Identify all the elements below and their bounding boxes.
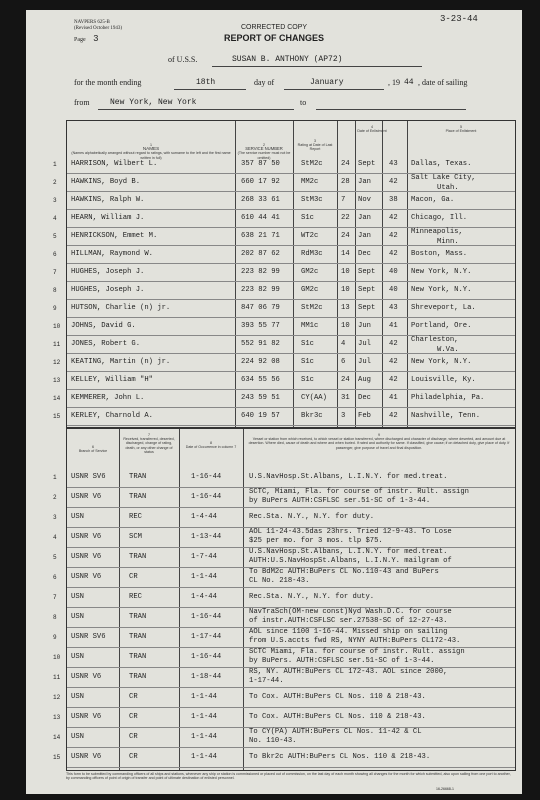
rating-cell: RdM3c	[301, 250, 323, 258]
ending-day: 18th	[196, 78, 216, 87]
enlist-month-cell: Sept	[358, 268, 376, 276]
enlist-month-cell: Jun	[358, 322, 371, 330]
enlist-month-cell: Sept	[358, 286, 376, 294]
personnel-table	[53, 120, 516, 428]
table-row	[53, 527, 515, 548]
rating-cell: GM2c	[301, 286, 319, 294]
enlist-month-cell: Sept	[358, 304, 376, 312]
month-ending-label: for the month ending	[74, 78, 142, 87]
row-number: 13	[53, 377, 61, 384]
table-row	[53, 747, 515, 768]
remarks-cell: Rec.Sta. N.Y., N.Y. for duty.	[249, 593, 375, 601]
service-number-cell: 243 59 51	[241, 394, 280, 402]
service-number-cell: 638 21 71	[241, 232, 280, 240]
rating-cell: CY(AA)	[301, 394, 327, 402]
enlist-month-cell: Aug	[358, 376, 371, 384]
place-cell: Portland, Ore.	[411, 322, 472, 330]
rating-cell: StM2c	[301, 160, 323, 168]
rating-cell: WT2c	[301, 232, 319, 240]
col-header-remarks: 9 Vessel or station from which received, to which vessel or station transferred, where discharged and character of discharge, where deserted, and amount due at desertion. Where died, cause of death and where and when buried. If rated and authority for same. If classified, give cause; if on detached duty, give place of duty. If passenger, give purpose of travel and final disposition.	[248, 433, 510, 450]
remarks-cell: To BdM2c AUTH:BuPers CL No.110-43 and BuPers	[249, 568, 439, 576]
row-number: 2	[53, 179, 57, 186]
branch-cell: USNR V6	[71, 673, 102, 681]
row-number: 5	[53, 554, 57, 561]
change-cell: TRAN	[129, 653, 147, 661]
table-row	[53, 607, 515, 628]
remarks-cell: AOL 11-24-43.5das 23hrs. Tried 12-9-43. To Lose	[249, 528, 452, 536]
rating-cell: S1c	[301, 340, 314, 348]
row-number: 2	[53, 494, 57, 501]
branch-cell: USNR V6	[71, 713, 102, 721]
col-header-date: 8 Date of Occurrence in column 7	[185, 441, 237, 450]
enlist-year-cell: 42	[389, 214, 398, 222]
change-cell: CR	[129, 573, 138, 581]
row-number: 6	[53, 574, 57, 581]
row-number: 5	[53, 233, 57, 240]
enlist-month-cell: Dec	[358, 250, 371, 258]
enlist-year-cell: 38	[389, 196, 398, 204]
row-number: 3	[53, 197, 57, 204]
row-number: 12	[53, 359, 61, 366]
row-number: 13	[53, 714, 61, 721]
row-number: 14	[53, 734, 61, 741]
table-row	[53, 173, 515, 192]
ship-name: SUSAN B. ANTHONY (AP72)	[232, 55, 343, 64]
table-row	[53, 687, 515, 708]
page-number: 3	[93, 34, 99, 44]
remarks-cell-line2: by BuPers. AUTH:CSFLSC ser.51-SC of 1-3-44.	[249, 657, 435, 665]
rating-cell: StM2c	[301, 304, 323, 312]
remarks-cell: U.S.NavHosp.St.Albans, L.I.N.Y. for med.treat.	[249, 548, 448, 556]
rating-cell: MM2c	[301, 178, 319, 186]
table-row	[53, 467, 515, 488]
table-row	[53, 245, 515, 264]
date-cell: 1-16-44	[191, 613, 222, 621]
remarks-cell-line2: $25 per mo. for 3 mos. tlp $75.	[249, 537, 383, 545]
table-row	[53, 371, 515, 390]
footer-note: This form to be submitted by commanding officers of all ships and stations, whenever any ship or station is commissioned or placed out of commission, on the last day of each month showing all changes for the month for which submitted, also upon sailing from one port to another, by commanding officers of point of origin of transfer and point of ultimate destination of enlisted personnel.	[66, 772, 511, 781]
row-number: 12	[53, 694, 61, 701]
row-number: 1	[53, 161, 57, 168]
place-cell: Louisville, Ky.	[411, 376, 476, 384]
enlist-month-cell: Sept	[358, 160, 376, 168]
remarks-cell-line2: AUTH:U.S.NavHospSt.Albans, L.I.N.Y. mailgram of	[249, 557, 452, 565]
col-header-change: 7 Received, transferred, deserted, discharged, change of rating, death, or any other change of status	[123, 433, 175, 454]
table-row	[53, 547, 515, 568]
branch-cell: USNR V6	[71, 493, 102, 501]
remarks-cell-line2: from U.S.accts fwd RS, NYNY AUTH:BuPers CL172-43.	[249, 637, 461, 645]
change-cell: CR	[129, 693, 138, 701]
name-cell: JOHNS, David G.	[71, 322, 136, 330]
remarks-cell-line2: 1-17-44.	[249, 677, 284, 685]
date-cell: 1-7-44	[191, 553, 217, 561]
enlist-year-cell: 42	[389, 232, 398, 240]
remarks-cell: U.S.NavHosp.St.Albans, L.I.N.Y. for med.treat.	[249, 473, 448, 481]
enlist-day-cell: 31	[341, 394, 350, 402]
place-cell: Dallas, Texas.	[411, 160, 472, 168]
service-number-cell: 224 92 08	[241, 358, 280, 366]
report-title: REPORT OF CHANGES	[223, 33, 324, 43]
place-cell: Salt Lake City,	[411, 174, 476, 182]
place-cell-line2: Minn.	[437, 238, 459, 246]
enlist-month-cell: Jan	[358, 178, 371, 186]
branch-cell: USNR V6	[71, 573, 102, 581]
date-cell: 1-1-44	[191, 733, 217, 741]
place-cell: New York, N.Y.	[411, 358, 472, 366]
name-cell: KELLEY, William "H"	[71, 376, 153, 384]
row-number: 8	[53, 614, 57, 621]
service-number-cell: 634 55 56	[241, 376, 280, 384]
date-cell: 1-1-44	[191, 753, 217, 761]
rating-cell: MM1c	[301, 322, 319, 330]
remarks-cell: To Bkr2c AUTH:BuPers CL Nos. 110 & 218-43.	[249, 753, 431, 761]
enlist-year-cell: 42	[389, 340, 398, 348]
table-row	[53, 407, 515, 426]
table-row	[53, 389, 515, 408]
name-cell: HUGHES, Joseph J.	[71, 268, 145, 276]
place-cell: Chicago, Ill.	[411, 214, 468, 222]
of-uss-label: of U.S.S.	[168, 55, 198, 64]
col-header-names: 1 NAMES (Names alphabetically arranged without regard to ratings, with surname to the left and the first name written in full)	[71, 143, 231, 160]
service-number-cell: 223 82 99	[241, 268, 280, 276]
place-cell: Charleston,	[411, 336, 459, 344]
enlist-day-cell: 24	[341, 232, 350, 240]
enlist-year-cell: 42	[389, 250, 398, 258]
branch-cell: USNR SV6	[71, 473, 106, 481]
table-row	[53, 335, 515, 354]
service-number-cell: 223 82 99	[241, 286, 280, 294]
row-number: 10	[53, 323, 61, 330]
col-header-branch: 6 Branch of Service	[78, 445, 108, 454]
enlist-day-cell: 28	[341, 178, 350, 186]
table-row	[53, 667, 515, 688]
place-cell: Minneapolis,	[411, 228, 463, 236]
place-cell: Philadelphia, Pa.	[411, 394, 485, 402]
enlist-month-cell: Dec	[358, 394, 371, 402]
service-number-cell: 847 06 79	[241, 304, 280, 312]
date-cell: 1-13-44	[191, 533, 222, 541]
remarks-cell-line2: by BuPers AUTH:CSFLSC ser.51-SC of 1-3-44.	[249, 497, 431, 505]
enlist-day-cell: 10	[341, 286, 350, 294]
enlist-year-cell: 40	[389, 286, 398, 294]
service-number-cell: 552 91 82	[241, 340, 280, 348]
name-cell: HAWKINS, Boyd B.	[71, 178, 141, 186]
date-cell: 1-16-44	[191, 653, 222, 661]
remarks-cell: To CY(PA) AUTH:BuPers CL Nos. 11-42 & CL	[249, 728, 422, 736]
date-cell: 1-16-44	[191, 473, 222, 481]
row-number: 11	[53, 341, 61, 348]
form-number: NAVPERS 625-B	[74, 20, 110, 25]
enlist-year-cell: 41	[389, 394, 398, 402]
place-cell: New York, N.Y.	[411, 268, 472, 276]
change-cell: CR	[129, 733, 138, 741]
enlist-day-cell: 14	[341, 250, 350, 258]
row-number: 10	[53, 654, 61, 661]
change-cell: CR	[129, 753, 138, 761]
change-cell: REC	[129, 593, 142, 601]
date-cell: 1-1-44	[191, 693, 217, 701]
remarks-cell: Rec.Sta. N.Y., N.Y. for duty.	[249, 513, 375, 521]
row-number: 15	[53, 413, 61, 420]
row-number: 6	[53, 251, 57, 258]
date-cell: 1-1-44	[191, 713, 217, 721]
table-row	[53, 627, 515, 648]
name-cell: HUTSON, Charlie (n) jr.	[71, 304, 171, 312]
change-cell: SCM	[129, 533, 142, 541]
row-number: 14	[53, 395, 61, 402]
table-row	[53, 155, 515, 174]
service-number-cell: 357 87 50	[241, 160, 280, 168]
change-cell: TRAN	[129, 473, 147, 481]
place-cell: Macon, Ga.	[411, 196, 455, 204]
rating-cell: Bkr3c	[301, 412, 323, 420]
branch-cell: USNR V6	[71, 533, 102, 541]
table-row	[53, 507, 515, 528]
branch-cell: USNR SV6	[71, 633, 106, 641]
table-row	[53, 317, 515, 336]
month-value: January	[310, 78, 344, 87]
service-number-cell: 660 17 92	[241, 178, 280, 186]
change-cell: REC	[129, 513, 142, 521]
enlist-month-cell: Jan	[358, 214, 371, 222]
name-cell: KEMMERER, John L.	[71, 394, 145, 402]
remarks-cell: NavTraSch(OM-new const)Nyd Wash.D.C. for course	[249, 608, 452, 616]
enlist-month-cell: Feb	[358, 412, 371, 420]
year-prefix: , 19	[388, 78, 400, 87]
row-number: 11	[53, 674, 61, 681]
col-header-place: 5 Place of Enlistment	[445, 125, 477, 134]
table-row	[53, 647, 515, 668]
remarks-cell: AOL since 1100 1-16-44. Missed ship on sailing	[249, 628, 448, 636]
enlist-year-cell: 43	[389, 160, 398, 168]
row-number: 4	[53, 215, 57, 222]
change-cell: CR	[129, 713, 138, 721]
service-number-cell: 202 87 62	[241, 250, 280, 258]
enlist-day-cell: 24	[341, 376, 350, 384]
place-cell: Boston, Mass.	[411, 250, 468, 258]
form-code: 16-26668-1	[436, 787, 454, 791]
table-row	[53, 263, 515, 282]
row-number: 3	[53, 514, 57, 521]
enlist-day-cell: 4	[341, 340, 346, 348]
row-number: 7	[53, 269, 57, 276]
name-cell: HUGHES, Joseph J.	[71, 286, 145, 294]
remarks-cell-line2: of instr.AUTH:CSFLSC ser.27538-SC of 12-27-43.	[249, 617, 448, 625]
row-number: 7	[53, 594, 57, 601]
enlist-day-cell: 10	[341, 268, 350, 276]
table-row	[53, 191, 515, 210]
rating-cell: S1c	[301, 376, 314, 384]
table-row	[53, 299, 515, 318]
day-of-label: day of	[254, 78, 275, 87]
enlist-day-cell: 13	[341, 304, 350, 312]
rating-cell: StM3c	[301, 196, 323, 204]
date-cell: 1-18-44	[191, 673, 222, 681]
enlist-year-cell: 42	[389, 376, 398, 384]
rating-cell: S1c	[301, 214, 314, 222]
date-of-sailing-label: , date of sailing	[418, 78, 468, 87]
date-cell: 1-17-44	[191, 633, 222, 641]
table-row	[53, 707, 515, 728]
enlist-year-cell: 42	[389, 178, 398, 186]
enlist-year-cell: 42	[389, 358, 398, 366]
service-number-cell: 268 33 61	[241, 196, 280, 204]
branch-cell: USNR V6	[71, 553, 102, 561]
place-cell: Shreveport, La.	[411, 304, 476, 312]
change-cell: TRAN	[129, 613, 147, 621]
change-cell: TRAN	[129, 553, 147, 561]
row-number: 4	[53, 534, 57, 541]
rating-cell: GM2c	[301, 268, 319, 276]
table-row	[53, 209, 515, 228]
remarks-cell-line2: CL No. 218-43.	[249, 577, 310, 585]
enlist-day-cell: 6	[341, 358, 346, 366]
remarks-cell: To Cox. AUTH:BuPers CL Nos. 110 & 218-43.	[249, 713, 426, 721]
table-row	[53, 227, 515, 246]
enlist-day-cell: 3	[341, 412, 346, 420]
corrected-copy-heading: CORRECTED COPY	[240, 24, 308, 31]
name-cell: HARRISON, Wilbert L.	[71, 160, 158, 168]
branch-cell: USN	[71, 513, 84, 521]
enlist-year-cell: 41	[389, 322, 398, 330]
date-cell: 1-4-44	[191, 593, 217, 601]
enlist-day-cell: 10	[341, 322, 350, 330]
change-cell: TRAN	[129, 493, 147, 501]
remarks-cell-line2: No. 110-43.	[249, 737, 297, 745]
enlist-year-cell: 43	[389, 304, 398, 312]
col-header-service: 2 SERVICE NUMBER (The service number must not be omitted)	[237, 143, 291, 160]
place-cell-line2: Utah.	[437, 184, 459, 192]
name-cell: HAWKINS, Ralph W.	[71, 196, 145, 204]
table-row	[53, 353, 515, 372]
place-cell: New York, N.Y.	[411, 286, 472, 294]
date-cell: 1-1-44	[191, 573, 217, 581]
report-page	[26, 10, 522, 794]
branch-cell: USN	[71, 733, 84, 741]
remarks-cell: RS, NY. AUTH:BuPers CL 172-43. AOL since 2000,	[249, 668, 448, 676]
to-label: to	[300, 98, 307, 107]
enlist-month-cell: Jul	[358, 340, 371, 348]
name-cell: HILLMAN, Raymond W.	[71, 250, 153, 258]
row-number: 1	[53, 474, 57, 481]
name-cell: HENRICKSON, Emmet M.	[71, 232, 158, 240]
table-row	[53, 727, 515, 748]
branch-cell: USN	[71, 693, 84, 701]
row-number: 9	[53, 634, 57, 641]
service-number-cell: 610 44 41	[241, 214, 280, 222]
branch-cell: USN	[71, 593, 84, 601]
table-row	[53, 587, 515, 608]
branch-cell: USNR V6	[71, 753, 102, 761]
place-cell: Nashville, Tenn.	[411, 412, 481, 420]
place-cell-line2: W.Va.	[437, 346, 459, 354]
changes-table	[53, 428, 516, 771]
name-cell: HEARN, William J.	[71, 214, 145, 222]
col-header-enlistment: 4 Date of Enlistment	[357, 125, 387, 134]
rating-cell: S1c	[301, 358, 314, 366]
name-cell: KEATING, Martin (n) jr.	[71, 358, 171, 366]
table-row	[53, 567, 515, 588]
page-label: Page	[74, 37, 86, 43]
row-number: 9	[53, 305, 57, 312]
remarks-cell: To Cox. AUTH:BuPers CL Nos. 110 & 218-43.	[249, 693, 426, 701]
row-number: 8	[53, 287, 57, 294]
table-row	[53, 487, 515, 508]
change-cell: TRAN	[129, 673, 147, 681]
col-header-rating: 3 Rating at Date of Last Report	[297, 139, 333, 152]
table-row	[53, 281, 515, 300]
remarks-cell: SCTC, Miami, Fla. for course of instr. Rult. assign	[249, 488, 469, 496]
enlist-day-cell: 22	[341, 214, 350, 222]
change-cell: TRAN	[129, 633, 147, 641]
from-label: from	[74, 98, 90, 107]
enlist-day-cell: 7	[341, 196, 346, 204]
year-value: 44	[404, 78, 414, 87]
branch-cell: USN	[71, 613, 84, 621]
enlist-month-cell: Nov	[358, 196, 371, 204]
report-date: 3-23-44	[440, 14, 478, 24]
form-revision: (Revised October 1943)	[74, 26, 123, 31]
from-place: New York, New York	[110, 98, 197, 107]
row-number: 15	[53, 754, 61, 761]
service-number-cell: 640 19 57	[241, 412, 280, 420]
enlist-year-cell: 42	[389, 412, 398, 420]
name-cell: JONES, Robert G.	[71, 340, 141, 348]
enlist-month-cell: Jan	[358, 232, 371, 240]
date-cell: 1-4-44	[191, 513, 217, 521]
service-number-cell: 393 55 77	[241, 322, 280, 330]
name-cell: KERLEY, Charnold A.	[71, 412, 153, 420]
enlist-day-cell: 24	[341, 160, 350, 168]
date-cell: 1-16-44	[191, 493, 222, 501]
branch-cell: USN	[71, 653, 84, 661]
enlist-year-cell: 40	[389, 268, 398, 276]
remarks-cell: SCTC Miami, Fla. for course of instr. Rult. assign	[249, 648, 465, 656]
enlist-month-cell: Jul	[358, 358, 371, 366]
